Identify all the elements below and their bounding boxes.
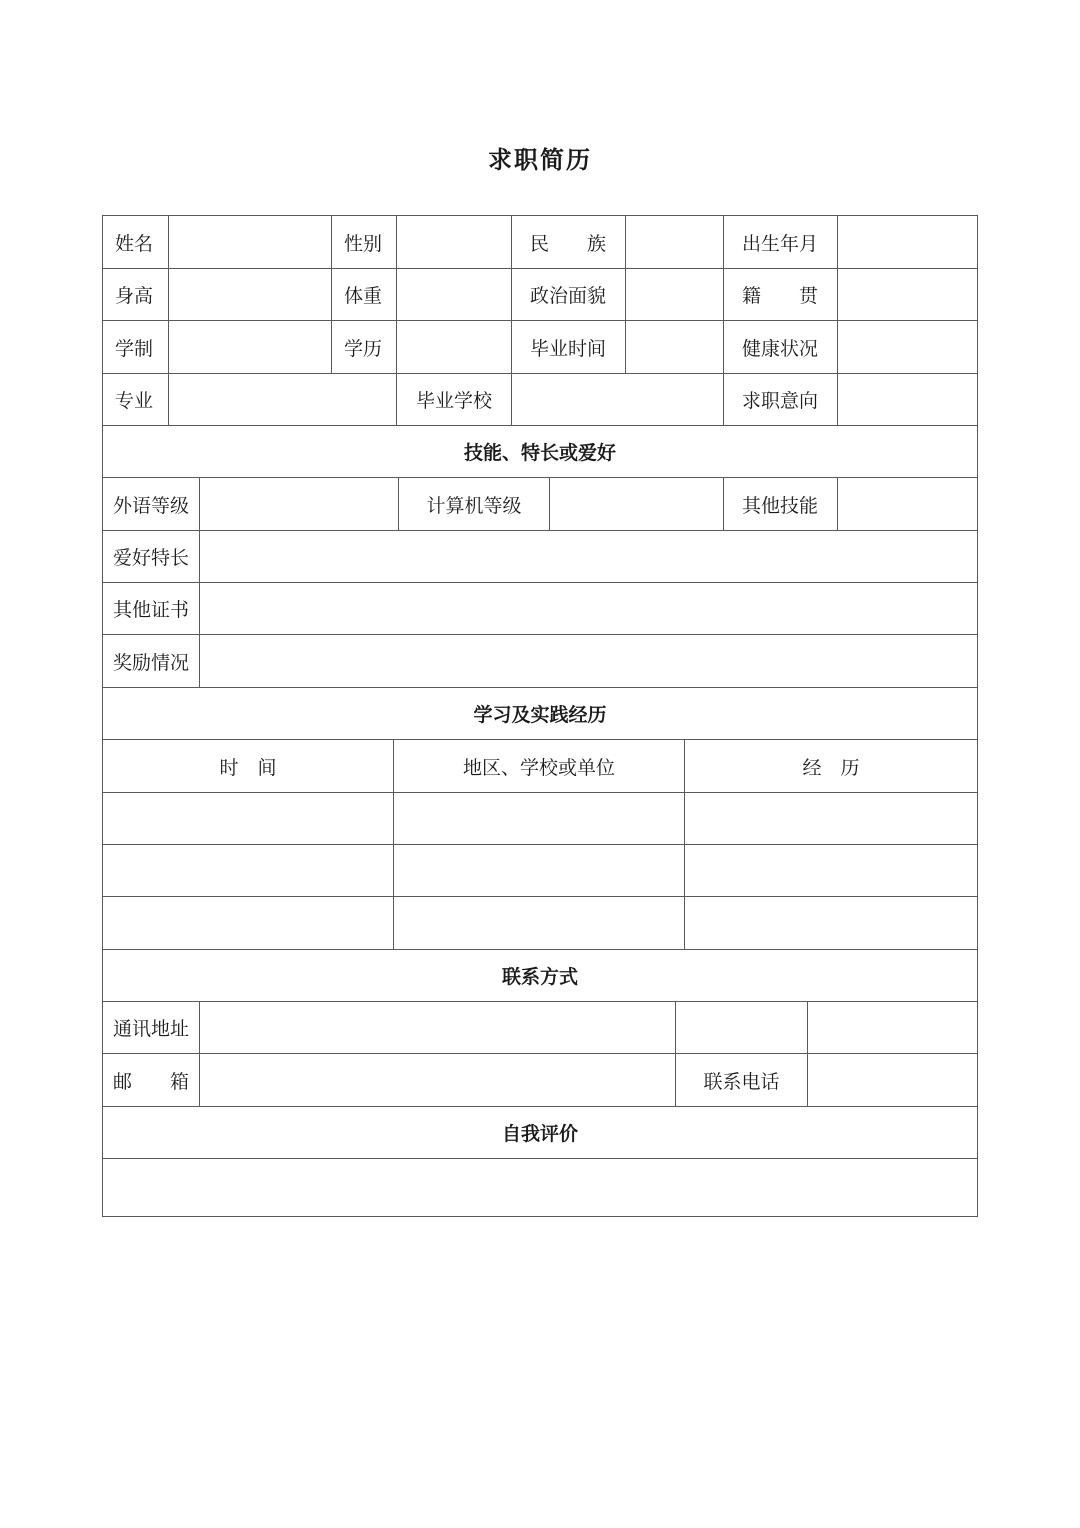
school-field[interactable]: [512, 374, 723, 425]
politics-field[interactable]: [626, 269, 723, 320]
contact-extra-field[interactable]: [808, 1002, 977, 1053]
experience-detail-cell[interactable]: [685, 845, 977, 896]
label-other-skills: 其他技能: [742, 494, 819, 517]
col-place-header: 地区、学校或单位: [462, 756, 615, 779]
gender-field[interactable]: [397, 216, 511, 268]
table-border-bottom: [102, 1216, 978, 1217]
label-hobbies: 爱好特长: [112, 547, 189, 569]
section-contact-heading: 联系方式: [501, 966, 578, 988]
label-phone: 联系电话: [703, 1070, 780, 1093]
experience-detail-cell[interactable]: [685, 793, 977, 844]
label-address: 通讯地址: [112, 1018, 189, 1040]
certificates-field[interactable]: [200, 583, 977, 634]
contact-extra-label-cell: [676, 1002, 807, 1053]
other-skills-field[interactable]: [838, 478, 977, 530]
experience-place-cell[interactable]: [394, 793, 684, 844]
label-certificates: 其他证书: [112, 599, 189, 621]
name-field[interactable]: [169, 216, 331, 268]
job-intent-field[interactable]: [838, 374, 977, 425]
page-title: 求职简历: [488, 145, 592, 174]
grad-time-field[interactable]: [626, 321, 723, 373]
col-experience-header: 经 历: [802, 756, 860, 779]
phone-field[interactable]: [808, 1054, 977, 1106]
section-self-eval-heading: 自我评价: [501, 1123, 578, 1145]
label-height: 身高: [115, 285, 154, 307]
label-school: 毕业学校: [415, 390, 492, 412]
label-schooling-length: 学制: [115, 337, 154, 360]
schooling-length-field[interactable]: [169, 321, 331, 373]
label-weight: 体重: [344, 285, 383, 307]
address-field[interactable]: [200, 1002, 675, 1053]
awards-field[interactable]: [200, 635, 977, 687]
label-education: 学历: [344, 337, 383, 360]
hobbies-field[interactable]: [200, 531, 977, 582]
label-job-intent: 求职意向: [742, 390, 819, 412]
label-health: 健康状况: [742, 337, 819, 360]
label-politics: 政治面貌: [530, 285, 607, 307]
label-gender: 性别: [344, 232, 383, 255]
label-email: 邮 箱: [112, 1070, 189, 1093]
table-border-right: [977, 215, 978, 1217]
section-skills-heading: 技能、特长或爱好: [463, 442, 616, 464]
email-field[interactable]: [200, 1054, 675, 1106]
experience-detail-cell[interactable]: [685, 897, 977, 949]
birth-field[interactable]: [838, 216, 977, 268]
ethnicity-field[interactable]: [626, 216, 723, 268]
label-hometown: 籍 贯: [742, 285, 819, 307]
experience-place-cell[interactable]: [394, 845, 684, 896]
weight-field[interactable]: [397, 269, 511, 320]
label-awards: 奖励情况: [112, 651, 189, 674]
computer-level-field[interactable]: [550, 478, 723, 530]
label-birth: 出生年月: [742, 232, 819, 255]
section-experience-heading: 学习及实践经历: [473, 704, 607, 726]
height-field[interactable]: [169, 269, 331, 320]
language-level-field[interactable]: [200, 478, 398, 530]
label-language-level: 外语等级: [112, 494, 189, 517]
health-field[interactable]: [838, 321, 977, 373]
self-eval-field[interactable]: [103, 1159, 977, 1216]
experience-place-cell[interactable]: [394, 897, 684, 949]
label-name: 姓名: [115, 232, 154, 255]
education-field[interactable]: [397, 321, 511, 373]
hometown-field[interactable]: [838, 269, 977, 320]
label-ethnicity: 民 族: [530, 232, 607, 255]
experience-time-cell[interactable]: [103, 845, 393, 896]
label-grad-time: 毕业时间: [530, 337, 607, 360]
experience-time-cell[interactable]: [103, 897, 393, 949]
label-major: 专业: [115, 390, 154, 412]
major-field[interactable]: [169, 374, 396, 425]
experience-time-cell[interactable]: [103, 793, 393, 844]
col-time-header: 时 间: [219, 756, 277, 779]
label-computer-level: 计算机等级: [426, 494, 522, 517]
